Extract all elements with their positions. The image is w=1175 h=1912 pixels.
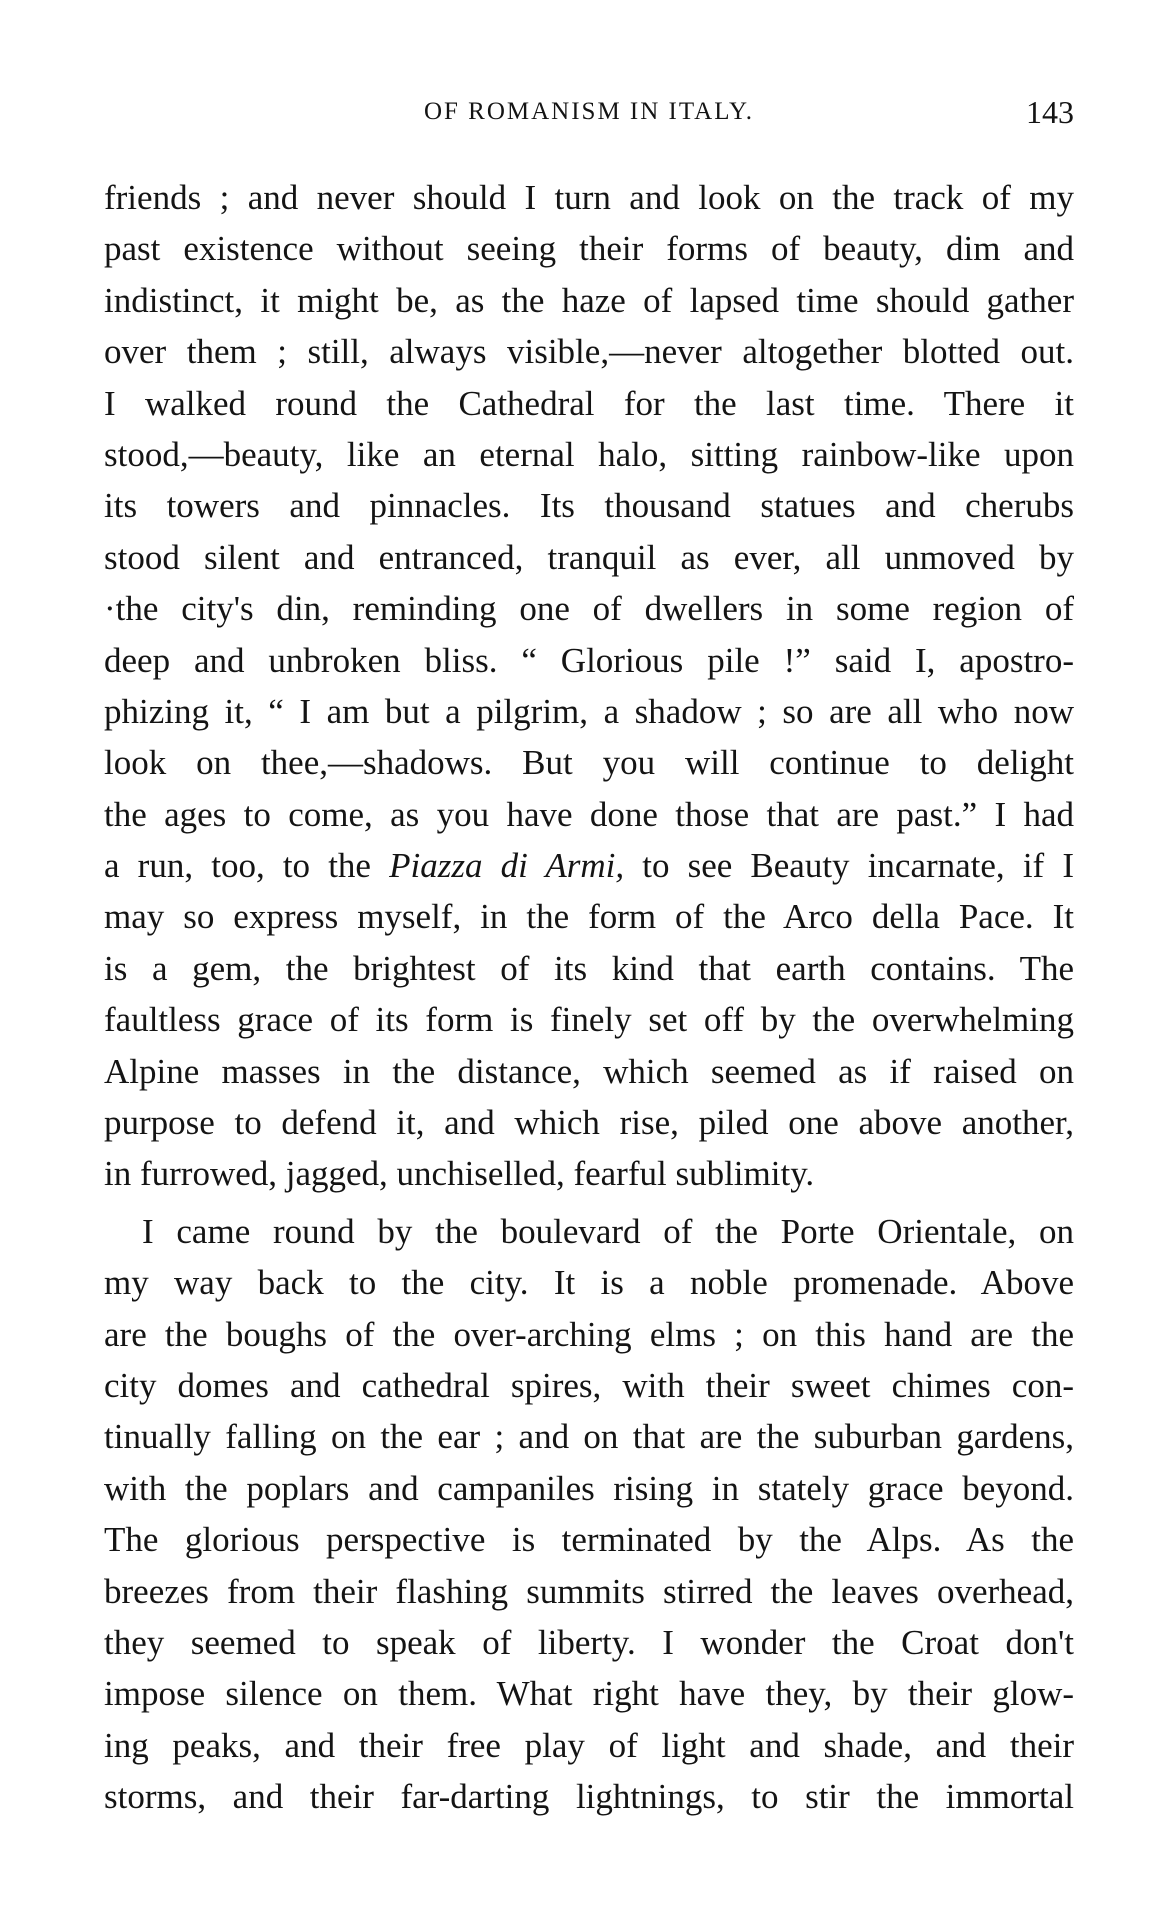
text-line: look on thee,—shadows. But you will continue to delight bbox=[104, 743, 1074, 783]
text-line: ing peaks, and their free play of light and shade, and their bbox=[104, 1725, 1074, 1765]
italic-place-name: Piazza di Armi, bbox=[389, 846, 625, 886]
text-line: is a gem, the brightest of its kind that earth contains. The bbox=[104, 948, 1074, 988]
text-line: The glorious perspective is terminated by the Alps. As the bbox=[104, 1520, 1074, 1560]
text-line: may so express myself, in the form of the Arco della Pace. It bbox=[104, 897, 1074, 937]
running-title: OF ROMANISM IN ITALY. bbox=[423, 98, 755, 125]
text-line: friends ; and never should I turn and look on the track of my bbox=[104, 178, 1074, 217]
running-head bbox=[104, 94, 1074, 138]
text-run: a run, too, to the bbox=[104, 846, 390, 886]
text-line: faultless grace of its form is finely set off by the overwhelming bbox=[104, 1000, 1074, 1040]
body-text bbox=[104, 172, 1074, 1823]
text-line: they seemed to speak of liberty. I wonder the Croat don't bbox=[104, 1622, 1074, 1662]
text-line: my way back to the city. It is a noble promenade. Above bbox=[104, 1263, 1074, 1303]
paragraph-1 bbox=[104, 172, 1074, 1200]
text-line: are the boughs of the over-arching elms ; on this hand are the bbox=[104, 1314, 1074, 1354]
text-run: to see Beauty incarnate, if I bbox=[624, 846, 1074, 886]
text-line: I walked round the Cathedral for the last time. There it bbox=[104, 383, 1074, 423]
text-line: the ages to come, as you have done those that are past.” I had bbox=[104, 794, 1074, 834]
text-line: ·the city's din, reminding one of dwellers in some region of bbox=[104, 589, 1074, 629]
text-line: impose silence on them. What right have they, by their glow- bbox=[104, 1674, 1074, 1714]
text-line: in furrowed, jagged, unchiselled, fearful sublimity. bbox=[104, 1154, 815, 1194]
text-line: storms, and their far-darting lightnings, to stir the immortal bbox=[104, 1777, 1074, 1817]
text-line: its towers and pinnacles. Its thousand statues and cherubs bbox=[104, 486, 1074, 526]
text-line: indistinct, it might be, as the haze of lapsed time should gather bbox=[104, 280, 1074, 320]
text-line: stood,—beauty, like an eternal halo, sitting rainbow-like upon bbox=[104, 434, 1074, 474]
text-line: purpose to defend it, and which rise, piled one above another, bbox=[104, 1103, 1074, 1143]
text-line: city domes and cathedral spires, with their sweet chimes con- bbox=[104, 1365, 1074, 1405]
text-line: stood silent and entranced, tranquil as ever, all unmoved by bbox=[104, 537, 1074, 577]
text-line: tinually falling on the ear ; and on that are the suburban gardens, bbox=[104, 1417, 1074, 1457]
text-line: past existence without seeing their forms of beauty, dim and bbox=[104, 229, 1074, 269]
text-line bbox=[104, 840, 1074, 891]
text-line: over them ; still, always visible,—never altogether blotted out. bbox=[104, 332, 1074, 372]
text-line: deep and unbroken bliss. “ Glorious pile !” said I, apostro- bbox=[104, 640, 1074, 680]
text-line: I came round by the boulevard of the Porte Orientale, on bbox=[142, 1211, 1074, 1251]
paragraph-2 bbox=[104, 1206, 1074, 1823]
text-line: breezes from their flashing summits stirred the leaves overhead, bbox=[104, 1571, 1074, 1611]
text-line: Alpine masses in the distance, which seemed as if raised on bbox=[104, 1051, 1074, 1091]
page-number: 143 bbox=[1026, 94, 1074, 130]
text-line: with the poplars and campaniles rising in stately grace beyond. bbox=[104, 1468, 1074, 1508]
text-line: phizing it, “ I am but a pilgrim, a shadow ; so are all who now bbox=[104, 691, 1074, 731]
